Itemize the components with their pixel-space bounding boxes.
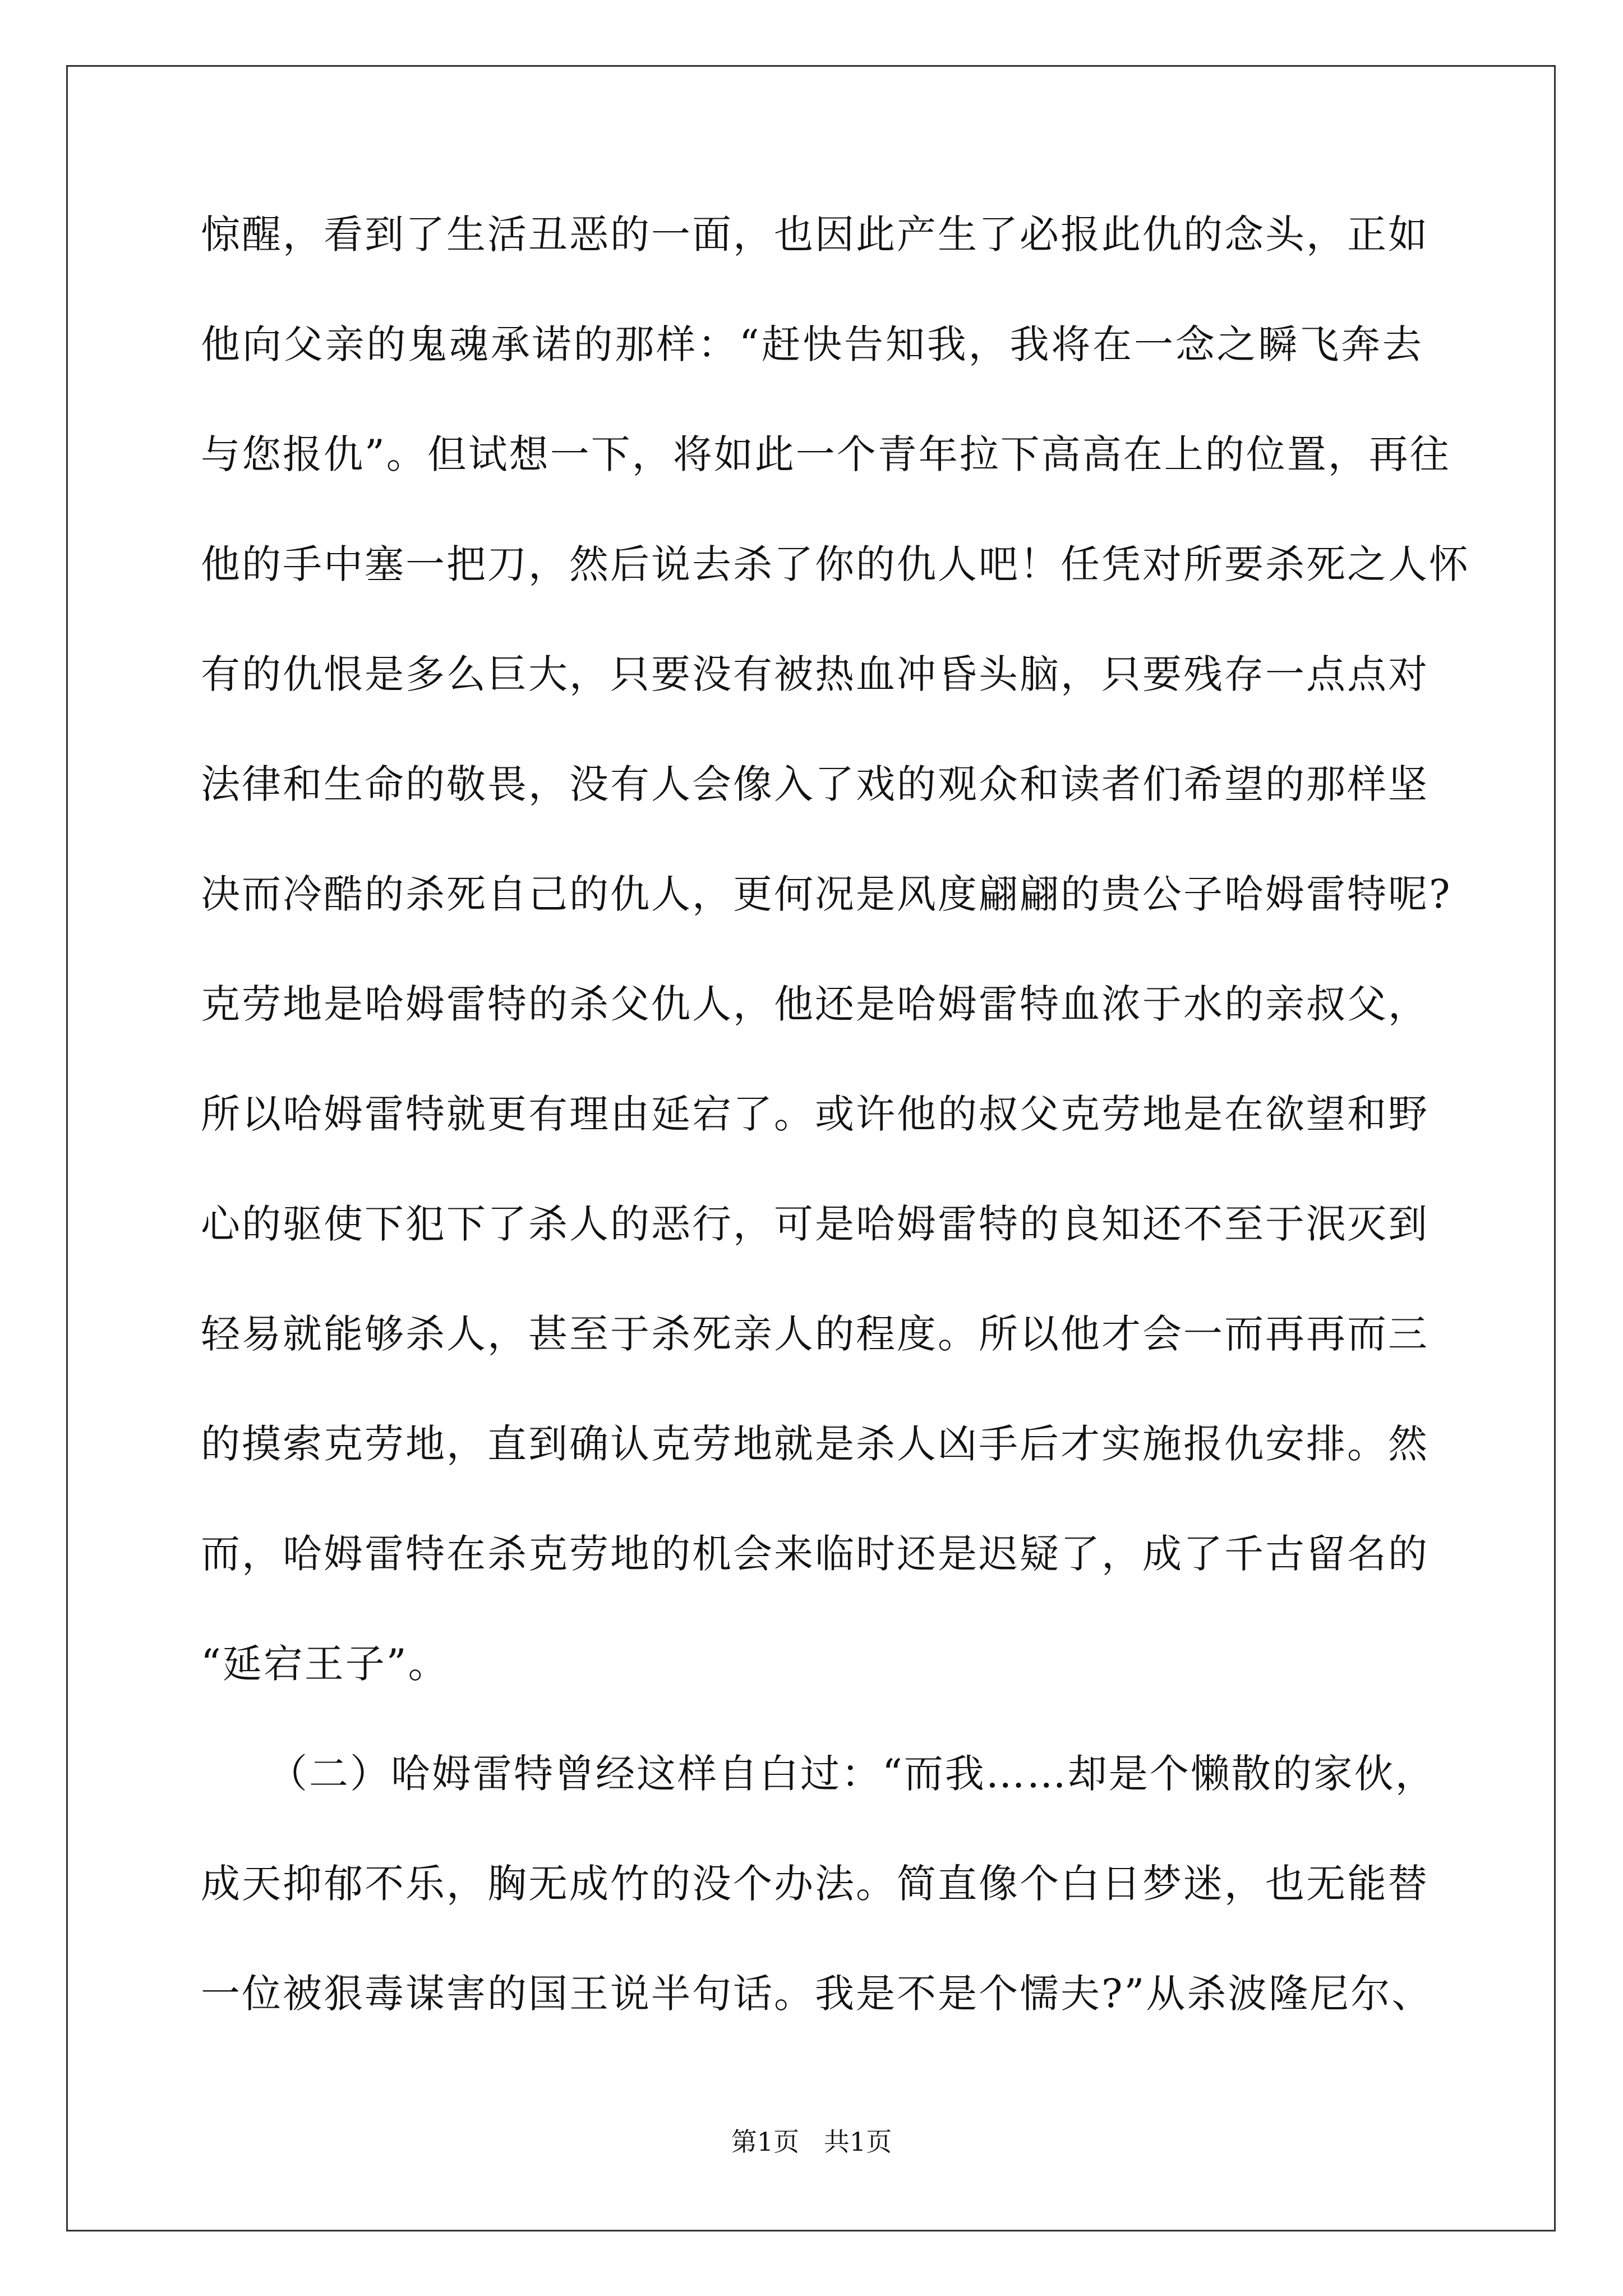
text-line-1: 惊醒，看到了生活丑恶的一面，也因此产生了必报此仇的念头，正如 — [201, 211, 1429, 257]
text-line-4: 他的手中塞一把刀，然后说去杀了你的仇人吧！任凭对所要杀死之人怀 — [201, 541, 1470, 587]
text-line-13: 而，哈姆雷特在杀克劳地的机会来临时还是迟疑了，成了千古留名的 — [201, 1531, 1429, 1577]
text-line-2: 他向父亲的鬼魂承诺的那样：“赶快告知我，我将在一念之瞬飞奔去 — [201, 321, 1423, 367]
paragraph-2-first-line: （二）哈姆雷特曾经这样自白过：“而我……却是个懒散的家伙， — [268, 1751, 1436, 1797]
text-line-9: 所以哈姆雷特就更有理由延宕了。或许他的叔父克劳地是在欲望和野 — [201, 1091, 1429, 1137]
text-line-12: 的摸索克劳地，直到确认克劳地就是杀人凶手后才实施报仇安排。然 — [201, 1421, 1429, 1467]
text-line-8: 克劳地是哈姆雷特的杀父仇人，他还是哈姆雷特血浓于水的亲叔父， — [201, 981, 1429, 1027]
text-line-6: 法律和生命的敬畏，没有人会像入了戏的观众和读者们希望的那样坚 — [201, 761, 1429, 807]
text-line-16: 成天抑郁不乐，胸无成竹的没个办法。简直像个白日梦迷，也无能替 — [201, 1861, 1429, 1907]
text-line-3: 与您报仇”。但试想一下，将如此一个青年拉下高高在上的位置，再往 — [201, 431, 1451, 477]
page-footer: 第1页 共1页 — [731, 2127, 892, 2157]
text-line-11: 轻易就能够杀人，甚至于杀死亲人的程度。所以他才会一而再再而三 — [201, 1311, 1429, 1357]
text-line-7: 决而冷酷的杀死自己的仇人，更何况是风度翩翩的贵公子哈姆雷特呢? — [201, 871, 1452, 917]
text-line-5: 有的仇恨是多么巨大，只要没有被热血冲昏头脑，只要残存一点点对 — [201, 651, 1429, 697]
text-line-10: 心的驱使下犯下了杀人的恶行，可是哈姆雷特的良知还不至于泯灭到 — [201, 1201, 1429, 1247]
text-line-14: “延宕王子”。 — [201, 1641, 449, 1687]
text-line-17: 一位被狠毒谋害的国王说半句话。我是不是个懦夫?”从杀波隆尼尔、 — [201, 1971, 1433, 2017]
